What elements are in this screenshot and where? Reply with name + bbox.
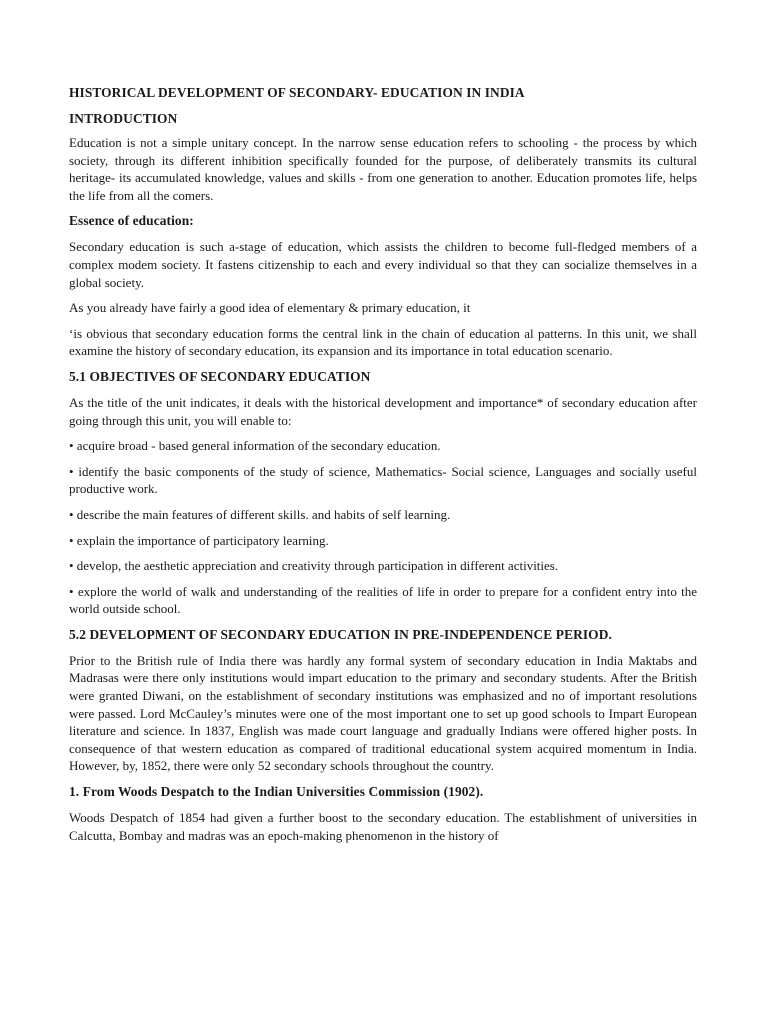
essence-heading: Essence of education: [69,213,194,229]
woods-despatch-paragraph: Woods Despatch of 1854 had given a further boost to the secondary education. The establishment of universities in Calcutta, Bombay and madras was an epoch-making phenomenon in the history of [69,810,697,843]
pre-independence-heading: 5.2 DEVELOPMENT OF SECONDARY EDUCATION IN PRE-INDEPENDENCE PERIOD. [69,626,612,642]
document-title: HISTORICAL DEVELOPMENT OF SECONDARY- EDUCATION IN INDIA [69,85,525,100]
woods-despatch-heading: 1. From Woods Despatch to the Indian Universities Commission (1902). [69,784,484,800]
essence-paragraph-3: ‘is obvious that secondary education forms the central link in the chain of education al patterns. In this unit, we shall examine the history of secondary education, its expansion and its importance in total education scenario. [69,325,697,359]
objectives-intro: As the title of the unit indicates, it deals with the historical development and importance* of secondary education after going through this unit, you will enable to: [69,394,697,428]
objective-bullet: • acquire broad - based general information of the secondary education. [69,438,441,454]
objective-bullet: • explain the importance of participatory learning. [69,532,329,548]
objective-bullet: • describe the main features of different skills. and habits of self learning. [69,506,451,522]
introduction-heading: INTRODUCTION [69,111,178,126]
document-page [69,84,697,844]
essence-paragraph-1: Secondary education is such a-stage of education, which assists the children to become full-fledged members of a complex modem society. It fastens citizenship to each and every individual so that they can socialize themselves in a global society. [69,239,697,290]
introduction-paragraph: Education is not a simple unitary concept. In the narrow sense education refers to schooling - the process by which society, through its different inhibition specifically founded for the purpose, of deliberately transmits its cultural heritage- its accumulated knowledge, values and skills - from one generation to another. Education promotes life, helps the life from all the comers. [69,135,697,203]
objectives-heading: 5.1 OBJECTIVES OF SECONDARY EDUCATION [69,368,371,384]
objective-bullet: • explore the world of walk and understanding of the realities of life in order to prepare for a confident entry into the world outside school. [69,583,697,617]
objective-bullet: • identify the basic components of the study of science, Mathematics- Social science, Languages and socially useful productive work. [69,463,697,497]
objective-bullet: • develop, the aesthetic appreciation and creativity through participation in different activities. [69,558,559,574]
essence-paragraph-2: As you already have fairly a good idea of elementary & primary education, it [69,300,471,316]
pre-independence-paragraph: Prior to the British rule of India there was hardly any formal system of secondary education in India Maktabs and Madrasas were there only institutions would impart education to the primary and secondary students. After the British were granted Diwani, on the establishment of secondary institutions was emphasized and no of important resolutions were passed. Lord McCauley’s minutes were one of the most important one to set up good schools to Impart European literature and science. In 1837, English was made court language and gradually Indians were offered higher posts. In consequence of that western education as compared of traditional educational system acquired momentum in India. However, by, 1852, there were only 52 secondary schools throughout the country. [69,652,697,774]
